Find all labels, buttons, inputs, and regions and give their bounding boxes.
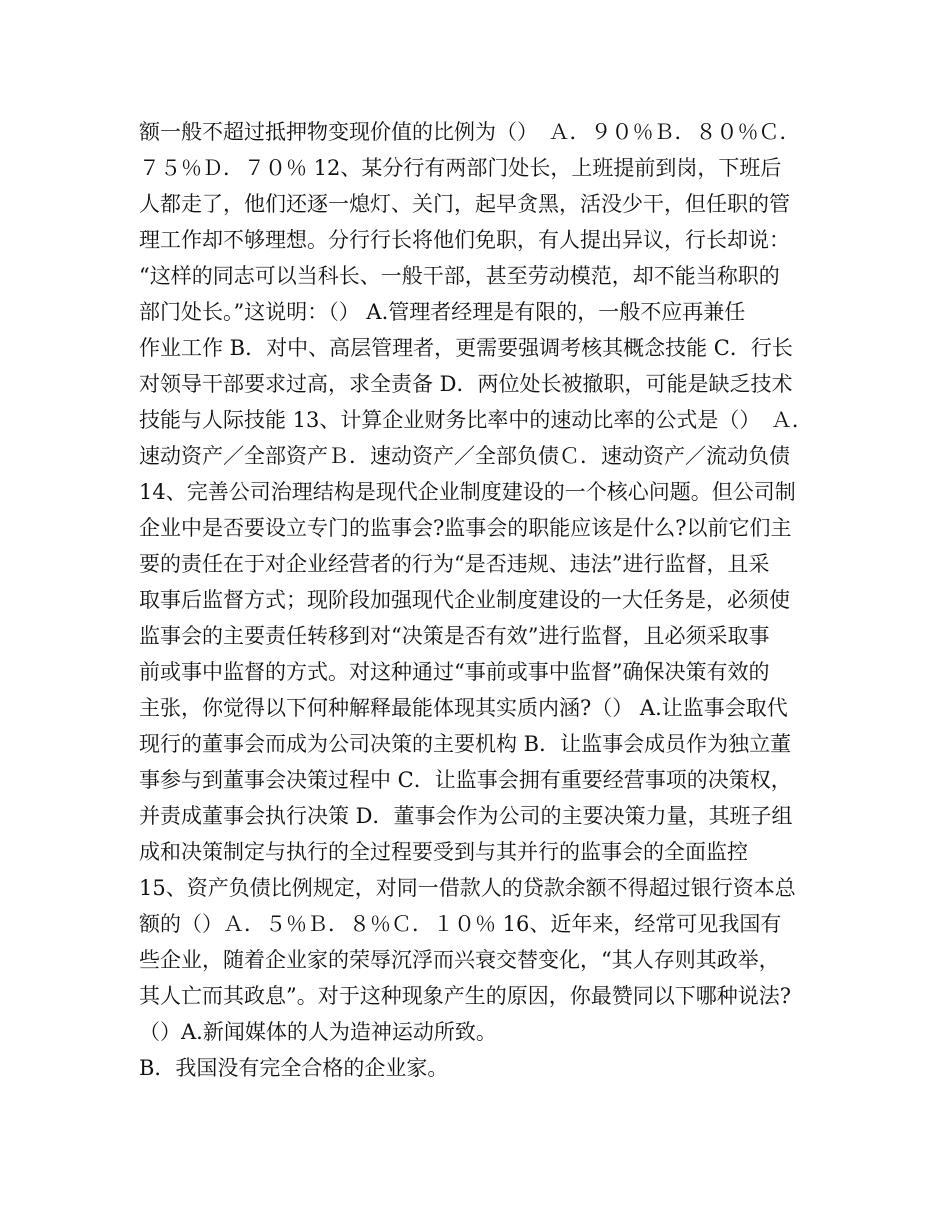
text-line: 监事会的主要责任转移到对“决策是否有效”进行监督，且必须采取事	[139, 624, 770, 648]
text-line: 额一般不超过抵押物变现价值的比例为（） Ａ．９０％Ｂ．８０％Ｃ．	[139, 120, 801, 144]
text-line: 作业工作 B．对中、高层管理者，更需要强调考核其概念技能 C．行长	[139, 336, 793, 360]
text-line: 14、完善公司治理结构是现代企业制度建设的一个核心问题。但公司制	[139, 480, 796, 504]
text-line: 要的责任在于对企业经营者的行为“是否违规、违法”进行监督，且采	[139, 552, 770, 576]
text-line: 并责成董事会执行决策 D．董事会作为公司的主要决策力量，其班子组	[139, 804, 793, 828]
text-line: 部门处长。”这说明：（） A.管理者经理是有限的，一般不应再兼任	[139, 300, 746, 324]
text-line: “这样的同志可以当科长、一般干部，甚至劳动模范，却不能当称职的	[139, 264, 780, 288]
text-line: 对领导干部要求过高，求全责备 D．两位处长被撤职，可能是缺乏技术	[139, 372, 793, 396]
text-line: 企业中是否要设立专门的监事会?监事会的职能应该是什么?以前它们主	[139, 516, 792, 540]
text-line: 15、资产负债比例规定，对同一借款人的贷款余额不得超过银行资本总	[139, 876, 796, 900]
text-line: 些企业，随着企业家的荣辱沉浮而兴衰交替变化，“其人存则其政举，	[139, 948, 780, 972]
text-line: 取事后监督方式；现阶段加强现代企业制度建设的一大任务是，必须使	[139, 588, 790, 612]
text-line: 理工作却不够理想。分行行长将他们免职，有人提出异议，行长却说：	[139, 228, 790, 252]
text-line: 额的（）Ａ．５％Ｂ．８％Ｃ．１０％ 16、近年来，经常可见我国有	[139, 912, 782, 936]
text-line: 人都走了，他们还逐一熄灯、关门，起早贪黑，活没少干，但任职的管	[139, 192, 790, 216]
text-line: 成和决策制定与执行的全过程要受到与其并行的监事会的全面监控	[139, 840, 748, 864]
document-body	[139, 114, 829, 1086]
text-line: （）A.新闻媒体的人为造神运动所致。	[139, 1020, 497, 1044]
text-line: 其人亡而其政息”。对于这种现象产生的原因，你最赞同以下哪种说法?	[139, 984, 791, 1008]
text-line: 事参与到董事会决策过程中 C．让监事会拥有重要经营事项的决策权，	[139, 768, 792, 792]
text-line: 主张，你觉得以下何种解释最能体现其实质内涵?（） A.让监事会取代	[139, 696, 788, 720]
text-line: ７５％Ｄ．７０％ 12、某分行有两部门处长，上班提前到岗，下班后	[139, 156, 782, 180]
text-line: B．我国没有完全合格的企业家。	[139, 1056, 449, 1080]
text-line: 前或事中监督的方式。对这种通过“事前或事中监督”确保决策有效的	[139, 660, 770, 684]
text-line: 现行的董事会而成为公司决策的主要机构 B．让监事会成员作为独立董	[139, 732, 792, 756]
text-line: 技能与人际技能 13、计算企业财务比率中的速动比率的公式是（） Ａ．	[139, 408, 813, 432]
text-line: 速动资产／全部资产Ｂ．速动资产／全部负债Ｃ．速动资产／流动负债	[139, 444, 790, 468]
